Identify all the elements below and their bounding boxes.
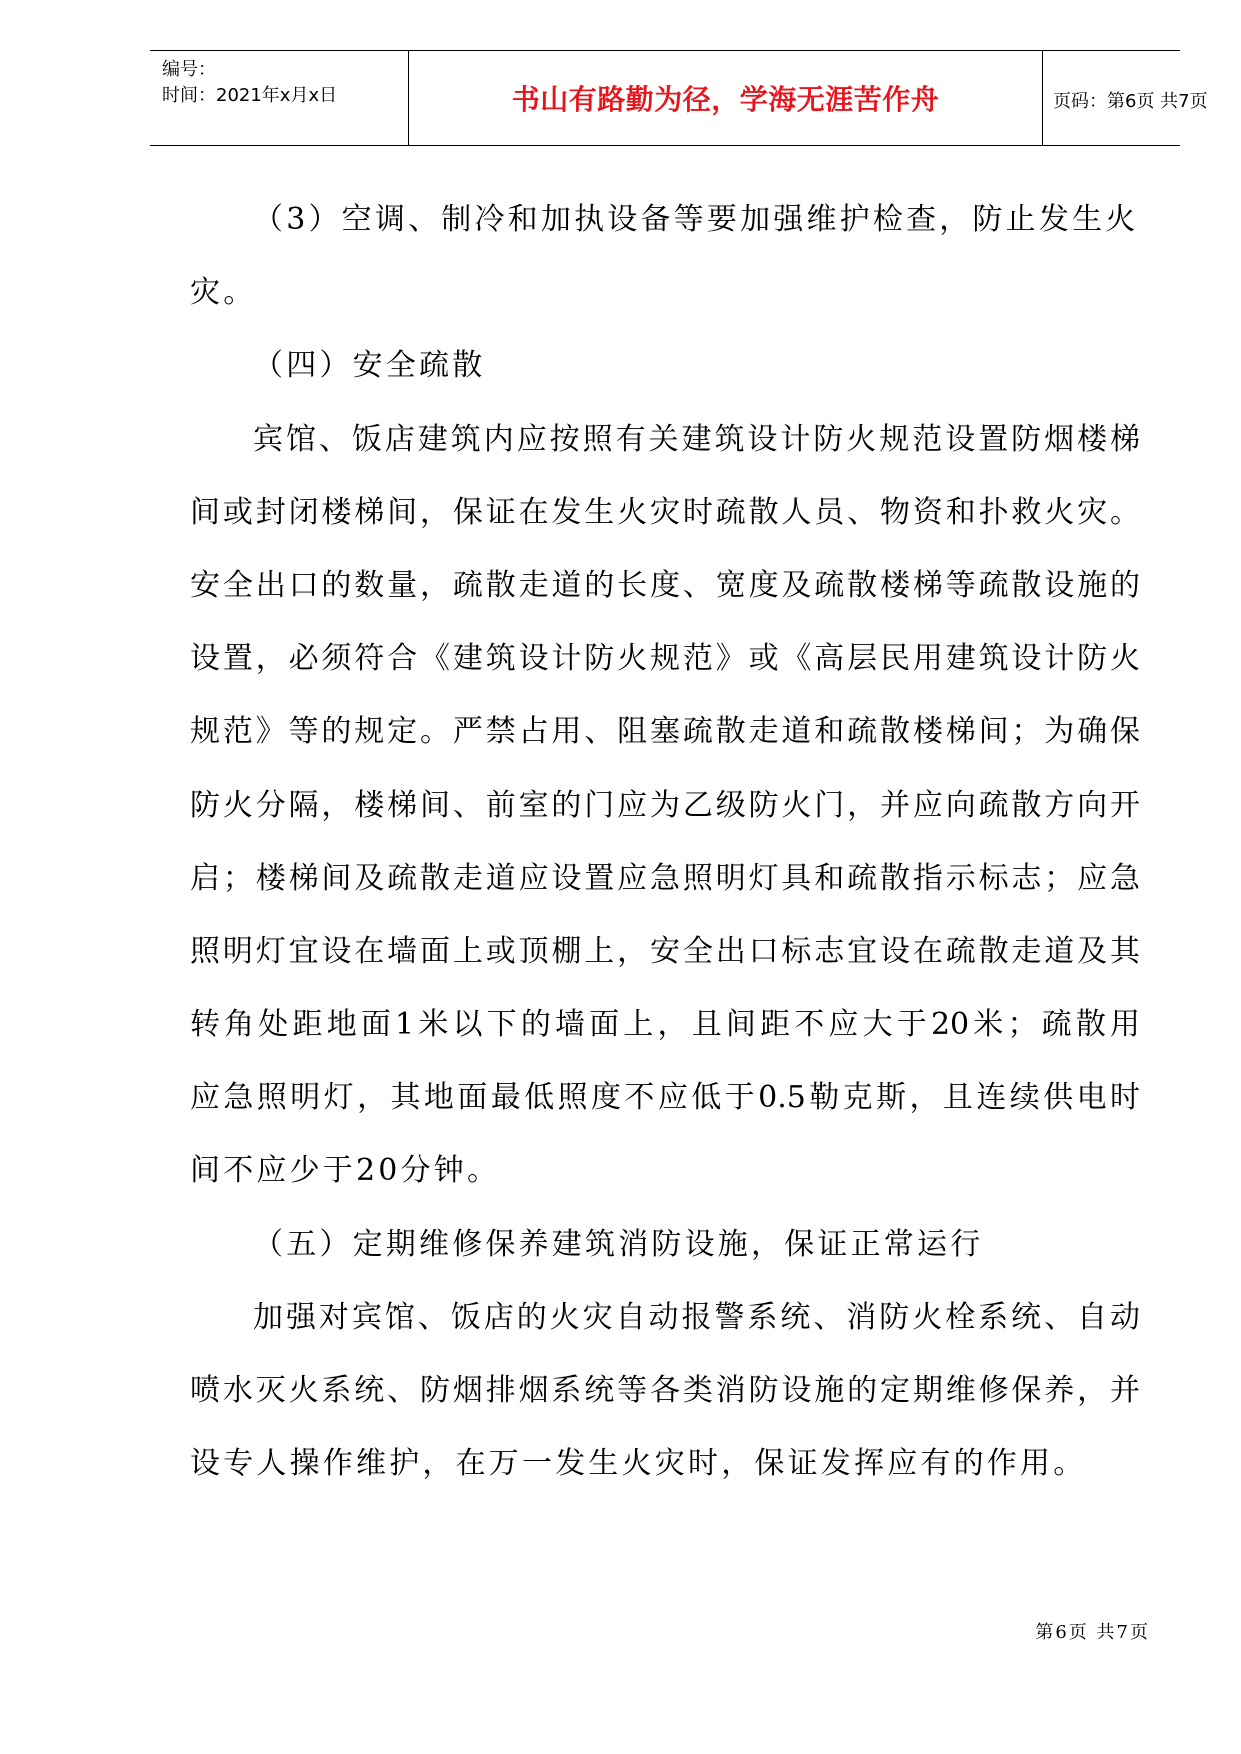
text-line: 间或封闭楼梯间，保证在发生火灾时疏散人员、物资和扑救火灾。 (190, 494, 1140, 530)
text-line: 间不应少于20分钟。 (190, 1153, 501, 1189)
text-line: 转角处距地面1米以下的墙面上，且间距不应大于20米；疏散用 (190, 1007, 1140, 1043)
page-footer: 第6页 共7页 (1035, 1622, 1150, 1643)
text-line: 加强对宾馆、饭店的火灾自动报警系统、消防火栓系统、自动 (253, 1299, 1140, 1335)
text-line: 应急照明灯，其地面最低照度不应低于0.5勒克斯，且连续供电时 (190, 1080, 1140, 1116)
text-line: （3）空调、制冷和加执设备等要加强维护检查，防止发生火 (253, 202, 1139, 237)
page-header (150, 50, 1208, 146)
motto: 书山有路勤为径，学海无涯苦作舟 (511, 83, 940, 116)
text-line: 设置，必须符合《建筑设计防火规范》或《高层民用建筑设计防火 (190, 641, 1140, 677)
section-heading: （四）安全疏散 (253, 348, 486, 384)
header-meta-cell (150, 51, 408, 145)
text-line: 设专人操作维护，在万一发生火灾时，保证发挥应有的作用。 (190, 1446, 1087, 1482)
header-page-cell (1043, 51, 1208, 145)
header-page-info: 页码：第6页 共7页 (1053, 91, 1208, 112)
text-line: 喷水灭火系统、防烟排烟系统等各类消防设施的定期维修保养，并 (190, 1373, 1140, 1408)
text-line: 规范》等的规定。严禁占用、阻塞疏散走道和疏散楼梯间；为确保 (190, 714, 1140, 750)
text-line: 宾馆、饭店建筑内应按照有关建筑设计防火规范设置防烟楼梯 (253, 421, 1140, 457)
serial-number-label: 编号： (162, 59, 216, 80)
text-line: 安全出口的数量，疏散走道的长度、宽度及疏散楼梯等疏散设施的 (190, 567, 1140, 603)
time-label: 时间：2021年x月x日 (162, 85, 338, 106)
header-motto-cell (408, 51, 1043, 145)
document-body (190, 183, 1140, 1500)
text-line: 启；楼梯间及疏散走道应设置应急照明灯具和疏散指示标志；应急 (190, 860, 1140, 896)
section-heading: （五）定期维修保养建筑消防设施，保证正常运行 (253, 1226, 984, 1262)
text-line: 照明灯宜设在墙面上或顶棚上，安全出口标志宜设在疏散走道及其 (190, 933, 1140, 969)
text-line: 防火分隔，楼梯间、前室的门应为乙级防火门，并应向疏散方向开 (190, 787, 1140, 823)
text-line: 灾。 (190, 275, 257, 311)
